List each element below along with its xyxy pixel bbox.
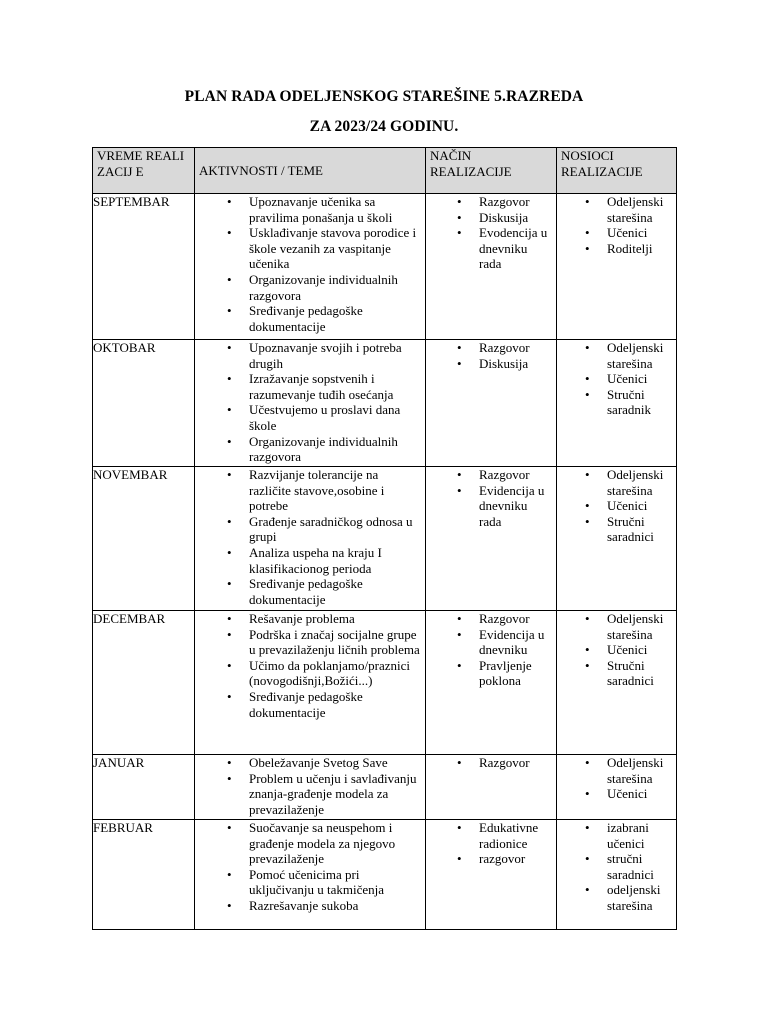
list-item: • razgovor (479, 851, 552, 867)
list-item: • Stručni saradnici (607, 514, 673, 545)
month-cell: FEBRUAR (93, 820, 195, 930)
list-item: • Razgovor (479, 611, 552, 627)
table-row (93, 194, 677, 340)
activity-list (195, 820, 425, 914)
list-item: • Učenici (607, 225, 673, 241)
list-item: • Učimo da poklanjamo/praznici (novogodišnji,Božići...) (249, 658, 421, 689)
month-cell: NOVEMBAR (93, 467, 195, 611)
list-item: • Upoznavanje svojih i potreba drugih (249, 340, 421, 371)
method-list (426, 611, 556, 689)
list-item: • Analiza uspeha na kraju I klasifikacionog perioda (249, 545, 421, 576)
method-cell (426, 820, 557, 930)
method-cell (426, 194, 557, 340)
list-item: • Učestvujemo u proslavi dana škole (249, 402, 421, 433)
list-item: • odeljenski starešina (607, 882, 673, 913)
list-item: • Razgovor (479, 194, 552, 210)
month-cell: DECEMBAR (93, 611, 195, 755)
table-row (93, 467, 677, 611)
carrier-list (557, 194, 676, 256)
carrier-cell (557, 611, 677, 755)
list-item: • stručni saradnici (607, 851, 673, 882)
list-item: • Sređivanje pedagoške dokumentacije (249, 303, 421, 334)
list-item: • Odeljenski starešina (607, 755, 673, 786)
table-header-row (93, 148, 677, 194)
list-item: • Podrška i značaj socijalne grupe u prevazilaženju ličnih problema (249, 627, 421, 658)
document-title: PLAN RADA ODELJENSKOG STAREŠINE 5.RAZREDA (184, 88, 584, 105)
table-row (93, 820, 677, 930)
activity-list (195, 467, 425, 607)
list-item: • Odeljenski starešina (607, 611, 673, 642)
header-nosioci-realizacije: NOSIOCI REALIZACIJE (557, 148, 677, 194)
list-item: • Razvijanje tolerancije na različite stavove,osobine i potrebe (249, 467, 421, 514)
list-item: • Evodencija u dnevniku rada (479, 225, 552, 272)
activity-cell (195, 194, 426, 340)
list-item: • Organizovanje individualnih razgovora (249, 272, 421, 303)
list-item: • Odeljenski starešina (607, 194, 673, 225)
list-item: • Odeljenski starešina (607, 467, 673, 498)
method-cell (426, 467, 557, 611)
list-item: • Pomoć učenicima pri uključivanju u takmičenja (249, 867, 421, 898)
activity-cell (195, 340, 426, 467)
list-item: • Diskusija (479, 356, 552, 372)
list-item: • Edukativne radionice (479, 820, 552, 851)
carrier-list (557, 820, 676, 914)
activity-list (195, 340, 425, 465)
list-item: • Učenici (607, 786, 673, 802)
carrier-cell (557, 755, 677, 820)
month-cell: JANUAR (93, 755, 195, 820)
list-item: • Roditelji (607, 241, 673, 257)
method-cell (426, 755, 557, 820)
list-item: • Usklađivanje stavova porodice i škole vezanih za vaspitanje učenika (249, 225, 421, 272)
activity-list (195, 611, 425, 720)
carrier-cell (557, 340, 677, 467)
activity-list (195, 755, 425, 817)
header-aktivnosti-teme: AKTIVNOSTI / TEME (195, 148, 426, 194)
method-cell (426, 611, 557, 755)
list-item: • Organizovanje individualnih razgovora (249, 434, 421, 465)
month-cell: OKTOBAR (93, 340, 195, 467)
list-item: • Učenici (607, 642, 673, 658)
list-item: • Stručni saradnik (607, 387, 673, 418)
activity-cell (195, 611, 426, 755)
list-item: • Evidencija u dnevniku rada (479, 483, 552, 530)
list-item: • Stručni saradnici (607, 658, 673, 689)
carrier-list (557, 611, 676, 689)
table-row (93, 340, 677, 467)
month-cell: SEPTEMBAR (93, 194, 195, 340)
list-item: • Izražavanje sopstvenih i razumevanje tuđih osećanja (249, 371, 421, 402)
method-list (426, 467, 556, 529)
method-list (426, 820, 556, 867)
list-item: • Sređivanje pedagoške dokumentacije (249, 576, 421, 607)
method-list (426, 340, 556, 371)
list-item: • Razgovor (479, 755, 552, 771)
carrier-list (557, 467, 676, 545)
list-item: • Učenici (607, 498, 673, 514)
plan-table (92, 147, 677, 930)
carrier-list (557, 755, 676, 802)
header-vreme-realizacije: VREME REALIZACIJ E (93, 148, 195, 194)
method-list (426, 755, 556, 771)
list-item: • Razgovor (479, 467, 552, 483)
list-item: • Suočavanje sa neuspehom i građenje modela za njegovo prevazilaženje (249, 820, 421, 867)
document-subtitle: ZA 2023/24 GODINU. (309, 118, 459, 135)
list-item: • Odeljenski starešina (607, 340, 673, 371)
list-item: • Diskusija (479, 210, 552, 226)
list-item: • Razgovor (479, 340, 552, 356)
list-item: • izabrani učenici (607, 820, 673, 851)
header-nacin-realizacije: NAČIN REALIZACIJE (426, 148, 557, 194)
activity-cell (195, 467, 426, 611)
activity-cell (195, 820, 426, 930)
list-item: • Sređivanje pedagoške dokumentacije (249, 689, 421, 720)
list-item: • Građenje saradničkog odnosa u grupi (249, 514, 421, 545)
table-row (93, 755, 677, 820)
list-item: • Problem u učenju i savlađivanju znanja-građenje modela za prevazilaženje (249, 771, 421, 818)
list-item: • Upoznavanje učenika sa pravilima ponašanja u školi (249, 194, 421, 225)
table-row (93, 611, 677, 755)
method-cell (426, 340, 557, 467)
carrier-cell (557, 467, 677, 611)
list-item: • Razrešavanje sukoba (249, 898, 421, 914)
activity-cell (195, 755, 426, 820)
carrier-list (557, 340, 676, 418)
list-item: • Obeležavanje Svetog Save (249, 755, 421, 771)
list-item: • Učenici (607, 371, 673, 387)
list-item: • Pravljenje poklona (479, 658, 552, 689)
list-item: • Rešavanje problema (249, 611, 421, 627)
carrier-cell (557, 194, 677, 340)
carrier-cell (557, 820, 677, 930)
list-item: • Evidencija u dnevniku (479, 627, 552, 658)
method-list (426, 194, 556, 272)
activity-list (195, 194, 425, 334)
